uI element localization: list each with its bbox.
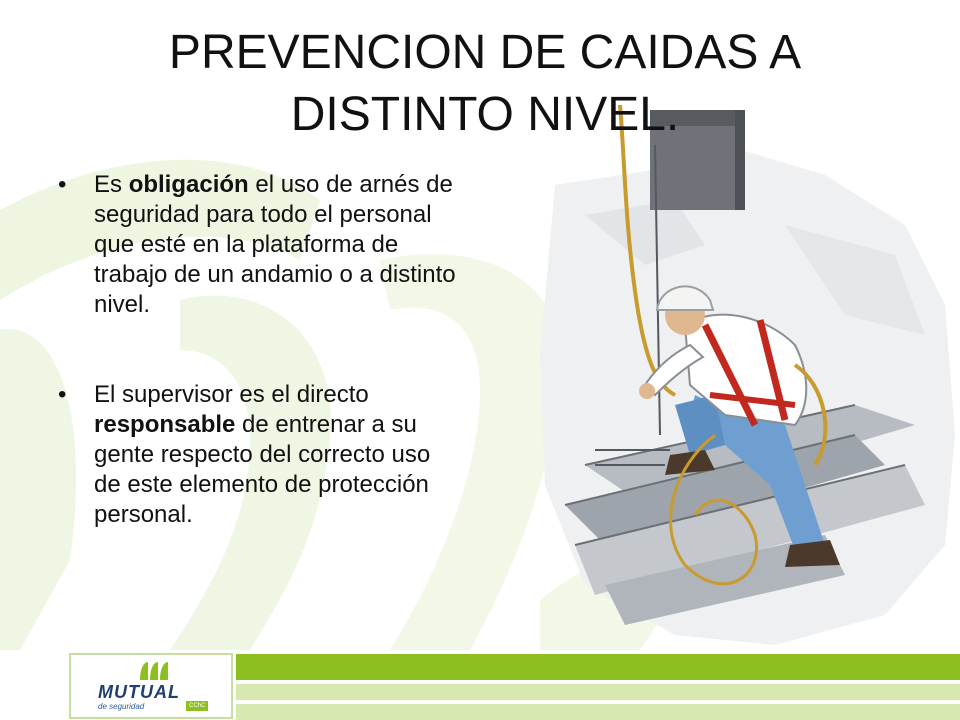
bullet-text-before: Es [94, 171, 129, 198]
title-line-1: PREVENCION DE CAIDAS A [168, 26, 802, 79]
bullet-text-bold: responsable [94, 411, 236, 438]
bullet-item [58, 380, 458, 530]
bullet-text-after: de entrenar a su gente respecto del correcto uso de este elemento de protección personal. [94, 411, 431, 528]
bullet-item [58, 170, 458, 320]
slide-title [60, 22, 910, 146]
bullet-text-after: el uso de arnés de seguridad para todo el personal que esté en la plataforma de trabajo de un andamio o a distinto nivel. [94, 171, 456, 318]
worker-harness-illustration [525, 105, 960, 650]
bullet-list [58, 170, 458, 590]
logo-text: MUTUAL [98, 682, 180, 702]
title-line-2: DISTINTO NIVEL. [290, 88, 680, 141]
bullet-text-bold: obligación [128, 171, 249, 198]
logo-badge: CChC [186, 701, 208, 711]
logo-subtext: de seguridad [98, 702, 145, 711]
bullet-marker: • [58, 171, 67, 198]
mutual-logo-icon [136, 660, 172, 682]
mutual-logo [68, 652, 228, 718]
bullet-text-before: El supervisor es el directo [94, 381, 369, 408]
bullet-marker: • [58, 381, 67, 408]
